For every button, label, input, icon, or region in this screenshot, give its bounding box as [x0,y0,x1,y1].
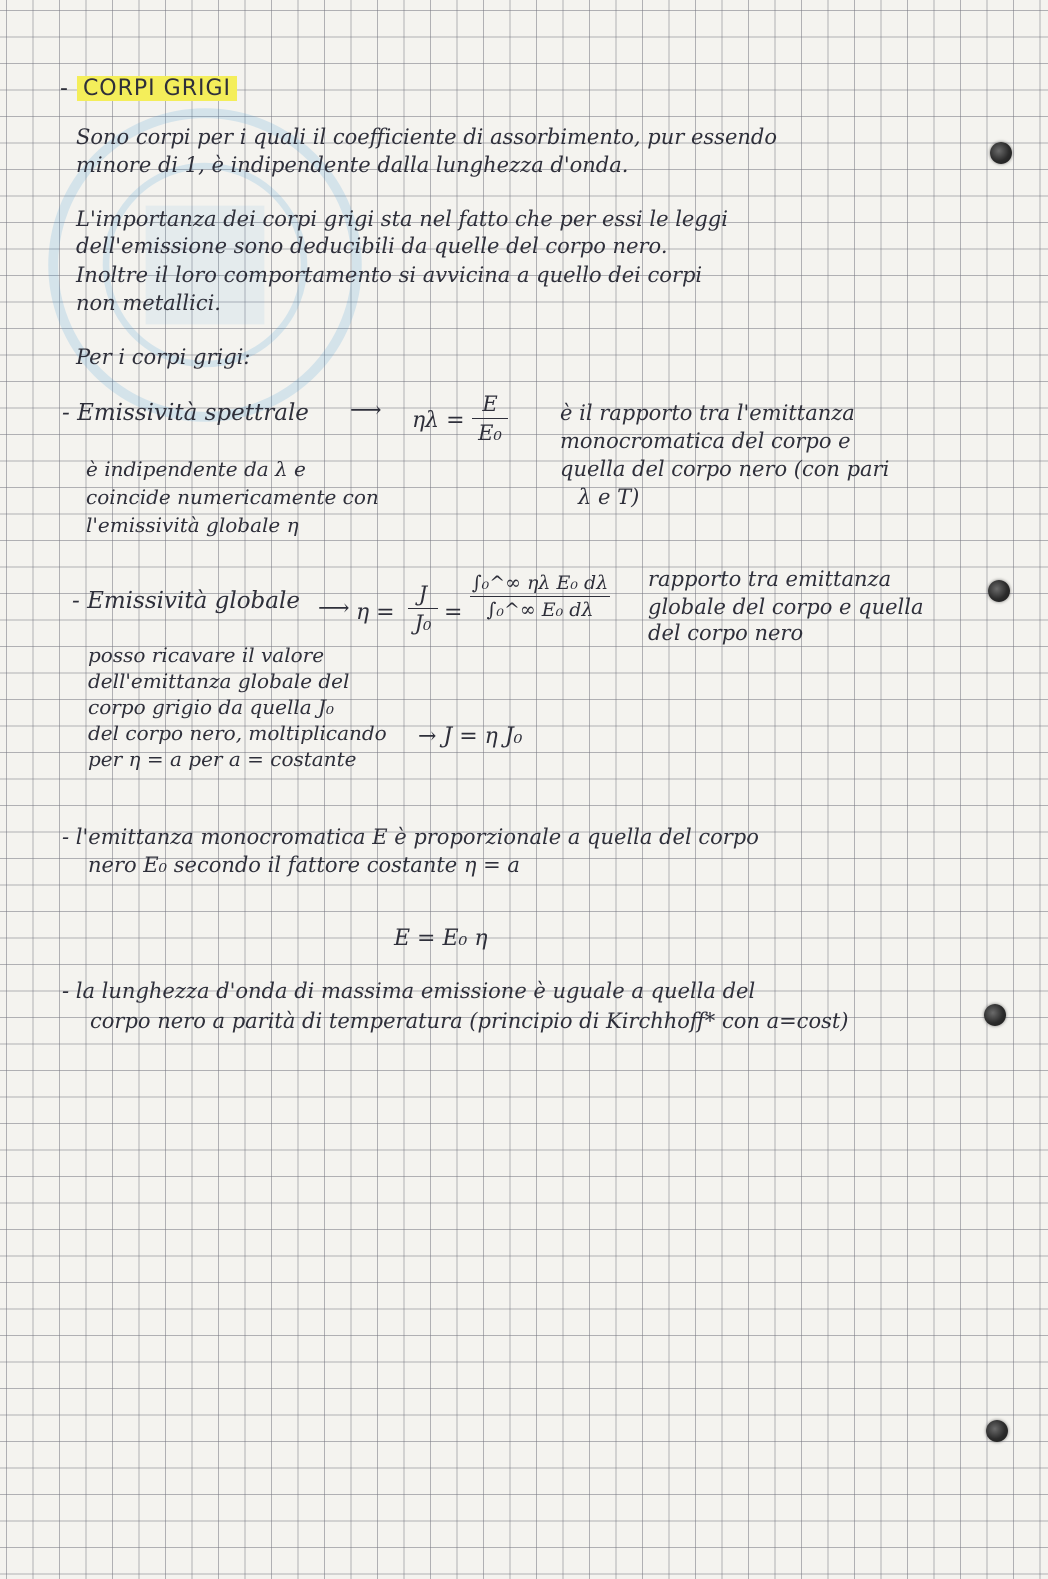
result-formula: → J = η J₀ [418,724,523,749]
text-line: Inoltre il loro comportamento si avvicina a quello dei corpi [76,263,703,287]
formula-fraction [472,392,508,445]
note-line: rapporto tra emittanza [648,567,892,591]
spectral-label: - Emissività spettrale [62,400,309,426]
global-label: - Emissività globale [72,588,300,614]
arrow: ⟶ [350,398,382,423]
note-line: globale del corpo e quella [648,595,924,619]
equals-sign: = [444,600,463,625]
fraction-denominator: J₀ [414,611,432,635]
text-line: nero E₀ secondo il fattore costante η = a [88,853,520,877]
text-line: Sono corpi per i quali il coefficiente di assorbimento, pur essendo [76,125,777,149]
fraction-denominator: E₀ [478,421,502,445]
fraction-numerator: E [482,392,498,416]
arrow: ⟶ [318,596,350,621]
integral-fraction [470,572,610,621]
text-line: - l'emittanza monocromatica E è proporzionale a quella del corpo [62,825,759,849]
text-line: del corpo nero, moltiplicando [88,721,387,745]
fraction-bar [470,596,610,597]
fraction-numerator: J [418,582,428,606]
binder-hole [988,580,1010,602]
text-line: è indipendente da λ e [86,457,306,481]
binder-hole [984,1004,1006,1026]
page-title: - CORPI GRIGI [60,76,237,101]
text-line: posso ricavare il valore [88,643,325,667]
fraction-bar [408,608,438,609]
note-line: quella del corpo nero (con pari [560,457,890,481]
text-line: per η = a per a = costante [88,747,357,771]
text-line: minore di 1, è indipendente dalla lunghezza d'onda. [76,153,629,177]
integral-numerator: ∫₀^∞ ηλ E₀ dλ [471,572,609,594]
formula-fraction [408,582,438,635]
text-line: L'importanza dei corpi grigi sta nel fatto che per essi le leggi [76,207,728,231]
text-line: coincide numericamente con [86,485,379,509]
text-line: dell'emissione sono deducibili da quelle del corpo nero. [76,234,668,258]
text-line: dell'emittanza globale del [88,669,350,693]
note-line: è il rapporto tra l'emittanza [560,401,855,425]
fraction-bar [472,418,508,419]
note-line: monocromatica del corpo e [560,429,851,453]
equation: E = E₀ η [394,926,488,951]
formula-lhs: η = [356,600,395,625]
text-line: Per i corpi grigi: [76,345,251,369]
note-line: del corpo nero [648,621,804,645]
integral-denominator: ∫₀^∞ E₀ dλ [486,599,594,621]
text-line: - la lunghezza d'onda di massima emissione è uguale a quella del [62,979,756,1003]
text-line: non metallici. [76,291,221,315]
formula-lhs: ηλ = [412,408,465,433]
text-line: l'emissività globale η [86,513,299,537]
note-line: λ e T) [578,485,640,509]
binder-hole [986,1420,1008,1442]
binder-hole [990,142,1012,164]
text-line: corpo grigio da quella J₀ [88,695,335,719]
text-line: corpo nero a parità di temperatura (principio di Kirchhoff* con a=cost) [90,1009,849,1033]
